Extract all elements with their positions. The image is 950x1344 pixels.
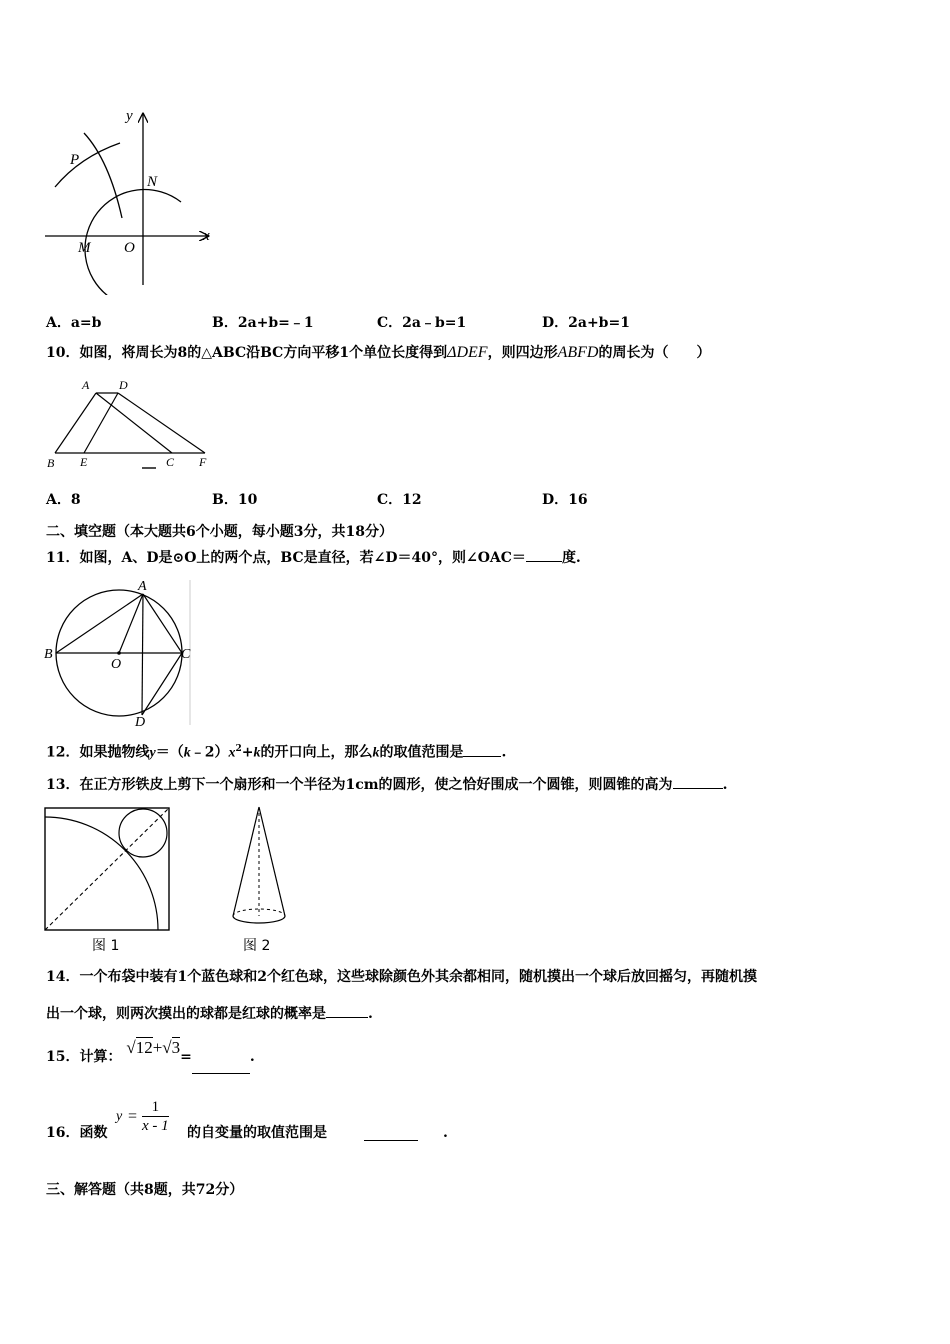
q11-figure	[40, 575, 200, 730]
figure-2-caption: 图 2	[243, 938, 271, 954]
sqrt-icon: √	[126, 1038, 136, 1057]
q11-question: 11．如图，A、D是⊙O上的两个点，BC是直径，若∠D＝40°，则∠OAC＝ 度.	[46, 550, 581, 566]
label-a: A	[138, 579, 147, 594]
label-y: y	[126, 108, 133, 124]
section-2-heading: 二、填空题（本大题共6个小题，每小题3分，共18分）	[46, 524, 393, 540]
q9-figure	[40, 100, 230, 295]
label-c: C	[166, 455, 175, 469]
q10-option-b: B．10	[212, 492, 258, 508]
q13-question: 13．在正方形铁皮上剪下一个扇形和一个半径为1cm的圆形，使之恰好围成一个圆锥，则圆锥的高为 .	[46, 777, 728, 793]
label-a: A	[82, 378, 90, 392]
q10-question: 10．如图，将周长为8的△ABC沿BC方向平移1个单位长度得到ΔDEF，则四边形ABFD的周长为（ ）	[46, 344, 711, 361]
q9-option-b: B．2a+b=﹣1	[212, 315, 314, 331]
q9-option-c: C．2a﹣b=1	[377, 315, 467, 331]
section-3-heading: 三、解答题（共8题，共72分）	[46, 1182, 244, 1198]
q14-question-line-1: 14．一个布袋中装有1个蓝色球和2个红色球，这些球除颜色外其余都相同，随机摸出一个球后放回摇匀，再随机摸	[46, 969, 757, 985]
q14-question-line-2: 出一个球，则两次摸出的球都是红球的概率是 .	[46, 1006, 373, 1022]
q15-question: 15．计算： √12+√3= .	[46, 1040, 255, 1074]
fraction: $\frac{1}{x - 1}$	[142, 1099, 169, 1134]
label-o: O	[124, 240, 135, 256]
label-d: D	[119, 378, 128, 392]
q9-option-a: A．a=b	[46, 315, 102, 331]
label-o: O	[111, 657, 122, 672]
q9-option-d: D．2a+b=1	[542, 315, 630, 331]
arc-p-1	[55, 143, 120, 187]
label-b: B	[47, 456, 55, 470]
label-d: D	[135, 715, 146, 730]
label-c: C	[181, 647, 191, 662]
label-p: P	[70, 152, 80, 168]
label-x: x	[203, 228, 210, 244]
q10-option-a: A．8	[46, 492, 81, 508]
arc-p-2	[84, 133, 122, 218]
q13-figure-1	[42, 805, 174, 935]
label-e: E	[80, 455, 88, 469]
figure-1-caption: 图 1	[92, 938, 120, 954]
label-b: B	[44, 647, 53, 662]
q10-option-c: C．12	[377, 492, 422, 508]
sqrt-icon: √	[162, 1038, 172, 1057]
label-m: M	[78, 240, 91, 256]
q12-question: 12．如果抛物线$y=(k﹣2)x^2+k$的开口向上，那么k的取值范围是 .	[46, 744, 507, 761]
q10-option-d: D．16	[542, 492, 588, 508]
label-n: N	[147, 174, 158, 190]
q10-figure	[40, 375, 220, 475]
label-f: F	[199, 455, 207, 469]
q13-figure-2	[228, 805, 290, 930]
